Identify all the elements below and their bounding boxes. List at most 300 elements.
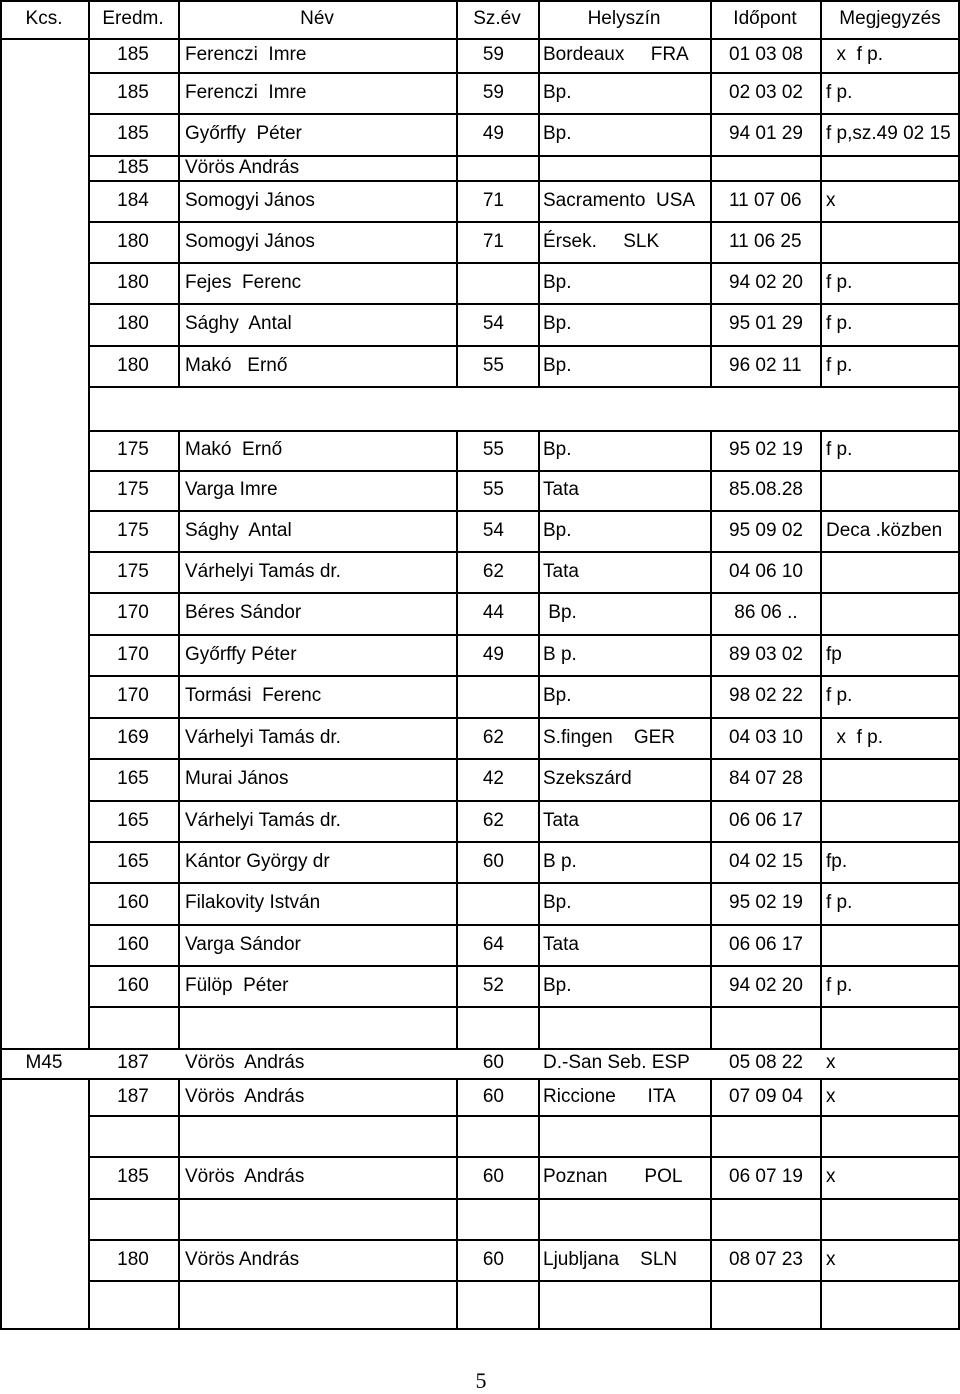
cell-eredm-text: 160	[117, 974, 149, 996]
cell-idopont-text: 86 06 ..	[729, 602, 798, 623]
cell-idopont-text: 95 02 19	[729, 892, 803, 913]
cell-helyszin	[538, 345, 710, 386]
cell-helyszin-text: Bp.	[543, 81, 572, 103]
cell-idopont	[710, 303, 820, 345]
cell-nev	[178, 1156, 456, 1198]
cell-szev	[456, 634, 538, 675]
cell-szev-text: 62	[482, 809, 504, 831]
cell-megjegyzes-text: f p.	[826, 313, 853, 334]
cell-szev-text: 49	[482, 123, 504, 144]
cell-nev-text: Várhelyi Tamás dr.	[185, 560, 341, 582]
cell-megjegyzes-text: f p.	[826, 685, 853, 706]
cell-helyszin-text: Bp.	[543, 974, 572, 996]
cell-megjegyzes-text: x	[826, 1052, 836, 1073]
cell-helyszin	[538, 717, 710, 758]
cell-helyszin-text: Bordeaux FRA	[543, 44, 689, 65]
cell-eredm	[88, 72, 178, 113]
cell-eredm	[88, 882, 178, 924]
cell-nev	[178, 1006, 456, 1048]
table-row	[0, 38, 960, 72]
cell-idopont	[710, 470, 820, 510]
cell-eredm	[88, 1198, 178, 1239]
cell-kcs	[0, 1198, 88, 1239]
cell-eredm-text: 185	[117, 123, 149, 144]
grid-line	[88, 303, 960, 305]
cell-nev-text: Ferenczi Imre	[185, 44, 307, 65]
header-kcs: Kcs.	[25, 8, 63, 29]
cell-kcs	[0, 758, 88, 800]
cell-szev-text: 60	[482, 1052, 504, 1073]
cell-nev	[178, 924, 456, 965]
cell-szev-text: 55	[482, 479, 504, 500]
cell-kcs	[0, 1048, 88, 1078]
cell-eredm-text: 160	[117, 892, 149, 913]
cell-nev	[178, 592, 456, 634]
cell-megjegyzes	[820, 924, 960, 965]
grid-line	[0, 0, 960, 2]
cell-eredm	[88, 1156, 178, 1198]
cell-helyszin	[538, 303, 710, 345]
cell-megjegyzes	[820, 758, 960, 800]
cell-helyszin	[538, 1048, 710, 1078]
cell-kcs	[0, 675, 88, 717]
cell-eredm-text: 184	[117, 189, 149, 211]
cell-idopont	[710, 551, 820, 592]
cell-eredm-text: 180	[117, 1248, 149, 1270]
cell-eredm-text: 180	[117, 354, 149, 376]
cell-kcs	[0, 262, 88, 303]
cell-idopont	[710, 675, 820, 717]
cell-idopont-text: 08 07 23	[729, 1248, 803, 1270]
grid-line	[88, 510, 960, 512]
table-header-row	[0, 0, 960, 38]
cell-megjegyzes	[820, 113, 960, 155]
cell-idopont	[710, 1048, 820, 1078]
cell-eredm	[88, 924, 178, 965]
cell-megjegyzes	[820, 262, 960, 303]
cell-megjegyzes	[820, 1239, 960, 1280]
cell-idopont-text: 85.08.28	[729, 479, 803, 500]
cell-helyszin	[538, 800, 710, 841]
cell-kcs	[0, 430, 88, 470]
cell-nev-text: Várhelyi Tamás dr.	[185, 809, 341, 831]
table-row	[0, 345, 960, 386]
cell-eredm-text: 185	[117, 44, 149, 65]
table-row	[0, 592, 960, 634]
grid-line	[0, 1078, 960, 1080]
cell-idopont	[710, 1156, 820, 1198]
grid-line	[178, 0, 180, 38]
cell-eredm	[88, 180, 178, 221]
cell-eredm-text: 180	[117, 313, 149, 334]
cell-helyszin	[538, 386, 710, 430]
cell-szev	[456, 510, 538, 551]
cell-helyszin	[538, 1115, 710, 1156]
cell-helyszin	[538, 262, 710, 303]
cell-megjegyzes	[820, 717, 960, 758]
cell-megjegyzes	[820, 221, 960, 262]
cell-eredm-text: 165	[117, 850, 149, 872]
table-row	[0, 221, 960, 262]
cell-szev	[456, 180, 538, 221]
cell-megjegyzes	[820, 1048, 960, 1078]
page-number: 5	[475, 1368, 487, 1393]
cell-eredm-text: 187	[117, 1085, 149, 1107]
cell-nev	[178, 1198, 456, 1239]
table-row	[0, 1078, 960, 1115]
cell-helyszin	[538, 882, 710, 924]
grid-line	[88, 551, 960, 553]
cell-helyszin	[538, 965, 710, 1006]
cell-nev-text: Varga Sándor	[185, 933, 301, 955]
cell-helyszin	[538, 924, 710, 965]
cell-nev-text: Murai János	[185, 768, 289, 789]
cell-nev-text: Filakovity István	[185, 892, 321, 913]
cell-idopont-text: 89 03 02	[729, 643, 803, 665]
cell-nev	[178, 386, 456, 430]
table-row	[0, 717, 960, 758]
cell-kcs	[0, 924, 88, 965]
cell-megjegyzes	[820, 180, 960, 221]
cell-eredm-text: 180	[117, 271, 149, 293]
cell-idopont	[710, 882, 820, 924]
cell-szev	[456, 72, 538, 113]
cell-nev	[178, 510, 456, 551]
cell-idopont-text: 06 07 19	[729, 1166, 803, 1187]
cell-nev-text: Somogyi János	[185, 189, 315, 211]
cell-eredm-text: 175	[117, 479, 149, 500]
cell-idopont	[710, 221, 820, 262]
header-idopont: Időpont	[733, 8, 797, 29]
cell-megjegyzes-text: x	[826, 1166, 836, 1187]
cell-szev	[456, 1239, 538, 1280]
cell-nev	[178, 38, 456, 72]
cell-szev	[456, 758, 538, 800]
grid-line	[88, 180, 960, 182]
cell-idopont-text: 06 06 17	[729, 933, 803, 955]
cell-helyszin	[538, 758, 710, 800]
cell-megjegyzes-text: x	[826, 1085, 836, 1107]
cell-helyszin-text: Bp.	[543, 439, 572, 460]
cell-megjegyzes	[820, 1156, 960, 1198]
cell-szev	[456, 386, 538, 430]
cell-megjegyzes-text: f p.	[826, 81, 853, 103]
cell-megjegyzes	[820, 430, 960, 470]
cell-idopont	[710, 1198, 820, 1239]
cell-eredm	[88, 155, 178, 180]
cell-kcs-text: M45	[25, 1052, 63, 1073]
cell-szev	[456, 38, 538, 72]
cell-megjegyzes-text: fp	[826, 643, 842, 665]
grid-line	[88, 1198, 960, 1200]
cell-nev	[178, 155, 456, 180]
cell-helyszin-text: Bp.	[543, 602, 577, 623]
cell-nev	[178, 72, 456, 113]
header-szev: Sz.év	[473, 8, 521, 29]
cell-idopont	[710, 1078, 820, 1115]
grid-line	[88, 758, 960, 760]
grid-line	[88, 965, 960, 967]
grid-line	[88, 262, 960, 264]
table-row	[0, 470, 960, 510]
cell-megjegyzes	[820, 592, 960, 634]
cell-helyszin-text: Bp.	[543, 354, 572, 376]
grid-line	[88, 634, 960, 636]
cell-helyszin-text: Tata	[543, 933, 579, 955]
grid-line	[88, 470, 960, 472]
cell-kcs	[0, 180, 88, 221]
cell-szev	[456, 592, 538, 634]
cell-helyszin-text: B p.	[543, 643, 577, 665]
table-row	[0, 758, 960, 800]
cell-nev	[178, 551, 456, 592]
grid-line	[820, 1078, 822, 1328]
cell-idopont-text: 94 02 20	[729, 271, 803, 293]
cell-nev	[178, 262, 456, 303]
cell-helyszin-text: Bp.	[543, 892, 572, 913]
cell-eredm	[88, 551, 178, 592]
cell-nev	[178, 634, 456, 675]
cell-megjegyzes-text: Deca .közben	[826, 519, 943, 541]
cell-megjegyzes	[820, 551, 960, 592]
cell-eredm	[88, 510, 178, 551]
cell-eredm-text: 185	[117, 81, 149, 103]
grid-line	[88, 1156, 960, 1158]
cell-megjegyzes-text: f p,sz.49 02 15	[826, 123, 951, 144]
cell-megjegyzes	[820, 510, 960, 551]
cell-kcs	[0, 1006, 88, 1048]
table-row	[0, 1048, 960, 1078]
cell-eredm	[88, 113, 178, 155]
cell-szev	[456, 841, 538, 882]
grid-line	[88, 924, 960, 926]
cell-megjegyzes	[820, 1198, 960, 1239]
header-megjegyzes: Megjegyzés	[839, 8, 941, 29]
cell-szev-text: 71	[482, 189, 504, 211]
table-row	[0, 882, 960, 924]
cell-helyszin	[538, 38, 710, 72]
cell-helyszin-text: Sacramento USA	[543, 189, 696, 211]
cell-eredm-text: 185	[117, 156, 149, 178]
cell-nev	[178, 965, 456, 1006]
cell-eredm	[88, 470, 178, 510]
grid-line	[88, 800, 960, 802]
cell-megjegyzes-text: f p.	[826, 974, 853, 996]
cell-nev	[178, 430, 456, 470]
cell-helyszin	[538, 72, 710, 113]
cell-megjegyzes	[820, 1006, 960, 1048]
cell-kcs	[0, 386, 88, 430]
cell-nev-text: Vörös András	[185, 1052, 305, 1073]
cell-eredm	[88, 1239, 178, 1280]
cell-kcs	[0, 510, 88, 551]
cell-megjegyzes-text: f p.	[826, 271, 853, 293]
grid-line	[456, 0, 458, 38]
table-row	[0, 675, 960, 717]
cell-kcs	[0, 221, 88, 262]
cell-helyszin	[538, 841, 710, 882]
cell-kcs	[0, 717, 88, 758]
grid-line	[538, 38, 540, 386]
table-row	[0, 965, 960, 1006]
cell-idopont-text: 98 02 22	[729, 685, 803, 706]
cell-megjegyzes	[820, 38, 960, 72]
grid-line	[88, 221, 960, 223]
grid-line	[538, 0, 540, 38]
cell-eredm	[88, 841, 178, 882]
cell-helyszin-text: Bp.	[543, 123, 572, 144]
cell-idopont-text: 11 06 25	[729, 230, 802, 252]
grid-line	[88, 1006, 960, 1008]
cell-idopont	[710, 262, 820, 303]
cell-nev-text: Vörös András	[185, 156, 300, 178]
cell-idopont	[710, 180, 820, 221]
cell-nev-text: Varga Imre	[185, 479, 278, 500]
cell-eredm-text: 175	[117, 519, 149, 541]
cell-eredm	[88, 1078, 178, 1115]
cell-idopont	[710, 634, 820, 675]
cell-kcs	[0, 72, 88, 113]
cell-megjegyzes	[820, 155, 960, 180]
grid-line	[88, 1280, 960, 1282]
cell-nev-text: Makó Ernő	[185, 354, 288, 376]
cell-nev-text: Sághy Antal	[185, 313, 292, 334]
cell-szev-text: 52	[482, 974, 504, 996]
cell-idopont	[710, 38, 820, 72]
cell-idopont-text: 05 08 22	[729, 1052, 803, 1073]
cell-szev-text: 62	[482, 726, 504, 748]
cell-helyszin-text: D.-San Seb. ESP	[543, 1052, 690, 1073]
cell-megjegyzes	[820, 345, 960, 386]
grid-line	[538, 430, 540, 1048]
cell-helyszin	[538, 1078, 710, 1115]
table-row	[0, 1115, 960, 1156]
cell-kcs	[0, 592, 88, 634]
cell-szev-text: 59	[482, 81, 504, 103]
cell-megjegyzes	[820, 634, 960, 675]
grid-line	[88, 882, 960, 884]
cell-eredm	[88, 345, 178, 386]
cell-kcs	[0, 800, 88, 841]
cell-szev	[456, 965, 538, 1006]
grid-line	[456, 38, 458, 386]
cell-idopont	[710, 113, 820, 155]
cell-kcs	[0, 965, 88, 1006]
cell-idopont-text: 94 01 29	[729, 123, 803, 144]
cell-megjegyzes-text: x f p.	[826, 44, 884, 65]
cell-nev	[178, 758, 456, 800]
cell-nev-text: Béres Sándor	[185, 602, 302, 623]
cell-kcs	[0, 470, 88, 510]
cell-szev	[456, 262, 538, 303]
cell-helyszin-text: Bp.	[543, 313, 572, 334]
cell-megjegyzes	[820, 841, 960, 882]
header-eredm: Eredm.	[102, 8, 164, 29]
grid-line	[958, 0, 960, 1328]
cell-idopont	[710, 72, 820, 113]
cell-szev	[456, 1198, 538, 1239]
cell-megjegyzes-text: f p.	[826, 892, 853, 913]
cell-nev-text: Vörös András	[185, 1085, 305, 1107]
cell-eredm	[88, 800, 178, 841]
grid-line	[88, 38, 90, 1048]
cell-eredm	[88, 1006, 178, 1048]
cell-nev	[178, 800, 456, 841]
cell-szev-text: 44	[482, 602, 504, 623]
cell-idopont	[710, 1006, 820, 1048]
grid-line	[88, 675, 960, 677]
grid-line	[88, 72, 960, 74]
cell-idopont-text: 04 03 10	[729, 726, 803, 748]
grid-line	[88, 345, 960, 347]
cell-szev-text: 60	[482, 1248, 504, 1270]
cell-nev-text: Kántor György dr	[185, 850, 330, 872]
cell-helyszin-text: Tata	[543, 479, 579, 500]
cell-idopont	[710, 841, 820, 882]
grid-line	[456, 1078, 458, 1328]
cell-kcs	[0, 1115, 88, 1156]
cell-nev-text: Tormási Ferenc	[185, 685, 322, 706]
grid-line	[0, 38, 960, 40]
cell-helyszin-text: B p.	[543, 850, 577, 872]
cell-megjegyzes-text: x	[826, 1248, 836, 1270]
cell-kcs	[0, 551, 88, 592]
grid-line	[88, 1115, 960, 1117]
cell-helyszin-text: Bp.	[543, 271, 572, 293]
cell-eredm-text: 165	[117, 768, 149, 789]
cell-idopont-text: 04 02 15	[729, 850, 803, 872]
grid-line	[88, 113, 960, 115]
cell-eredm-text: 160	[117, 933, 149, 955]
cell-szev-text: 59	[482, 44, 504, 65]
cell-eredm-text: 185	[117, 1166, 149, 1187]
cell-eredm-text: 169	[117, 726, 149, 748]
cell-eredm	[88, 675, 178, 717]
cell-szev-text: 42	[482, 768, 504, 789]
table-row	[0, 841, 960, 882]
cell-megjegyzes	[820, 882, 960, 924]
cell-szev-text: 55	[482, 439, 504, 460]
cell-szev	[456, 155, 538, 180]
grid-line	[0, 1328, 960, 1330]
table-row	[0, 430, 960, 470]
cell-eredm	[88, 262, 178, 303]
cell-helyszin	[538, 510, 710, 551]
cell-nev	[178, 882, 456, 924]
cell-idopont-text: 04 06 10	[729, 560, 803, 582]
grid-line	[820, 430, 822, 1048]
cell-idopont	[710, 800, 820, 841]
grid-line	[710, 1078, 712, 1328]
grid-line	[88, 430, 960, 432]
table-row	[0, 1156, 960, 1198]
cell-helyszin	[538, 551, 710, 592]
cell-szev	[456, 1006, 538, 1048]
cell-helyszin	[538, 1198, 710, 1239]
cell-nev-text: Fülöp Péter	[185, 974, 289, 996]
cell-nev-text: Makó Ernő	[185, 439, 283, 460]
cell-szev	[456, 221, 538, 262]
table-row	[0, 510, 960, 551]
table-row	[0, 386, 960, 430]
cell-megjegyzes	[820, 675, 960, 717]
grid-line	[0, 0, 2, 1328]
cell-eredm-text: 187	[117, 1052, 149, 1073]
cell-kcs	[0, 841, 88, 882]
cell-idopont	[710, 386, 820, 430]
cell-eredm-text: 180	[117, 230, 149, 252]
cell-nev	[178, 675, 456, 717]
